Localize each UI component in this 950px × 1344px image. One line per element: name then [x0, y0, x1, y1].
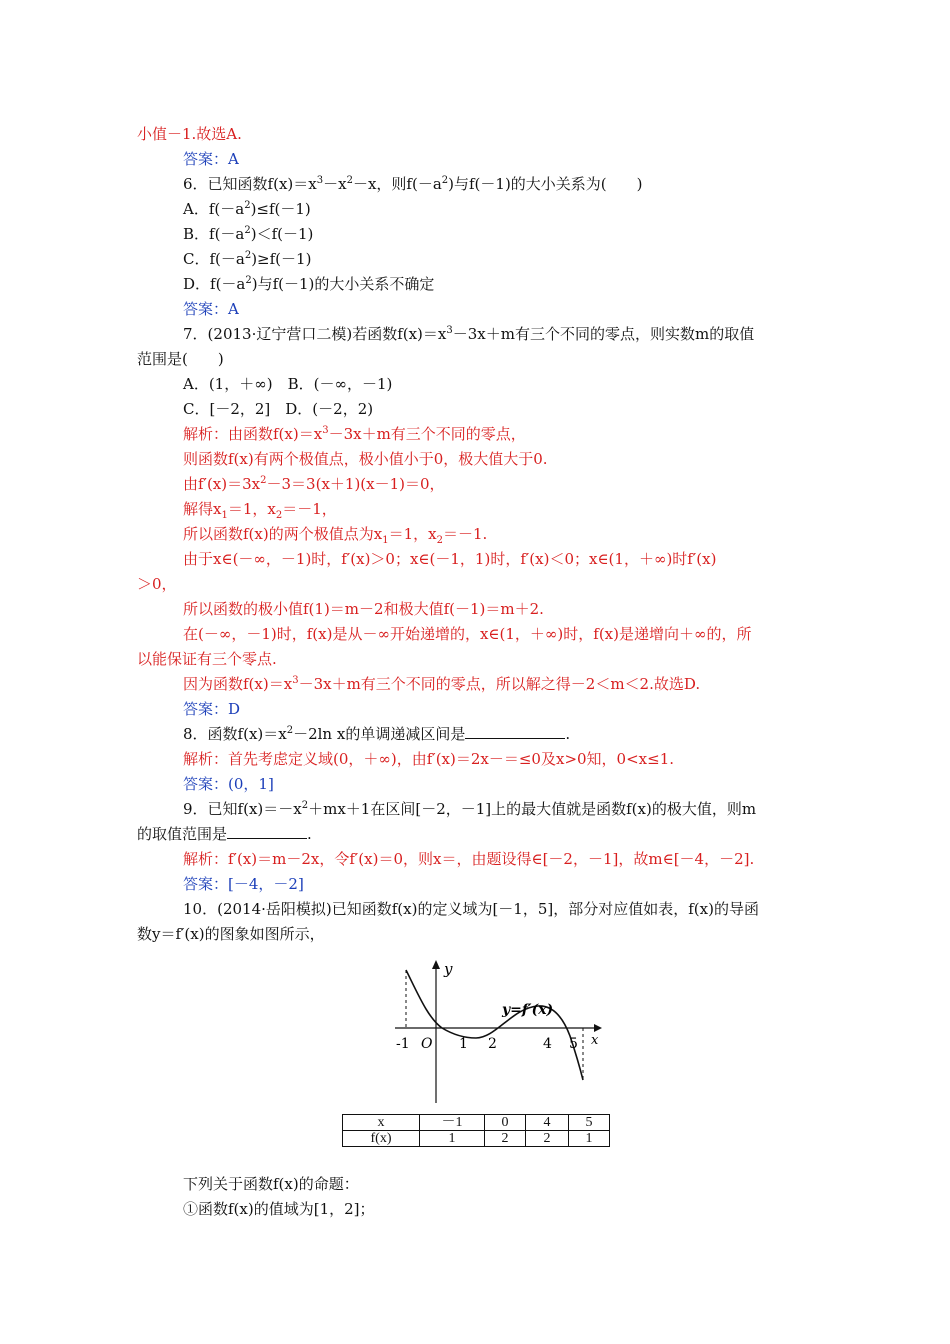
- x-tick-label: 5: [569, 1036, 578, 1052]
- question-10-stem-cont: 数y＝f′(x)的图象如图所示，: [137, 925, 325, 943]
- solution-7-line-8: 在(－∞，－1)时，f(x)是从－∞开始递增的，x∈(1，＋∞)时，f(x)是递增向＋∞的，所: [183, 625, 752, 643]
- table-header-cell: x: [343, 1115, 420, 1131]
- value-table: [342, 1114, 610, 1147]
- x-tick-label: 4: [543, 1036, 552, 1052]
- question-9-stem-cont: 的取值范围是 .: [137, 825, 312, 843]
- x-tick-label: 1: [459, 1036, 468, 1052]
- answer-7: 答案：D: [183, 700, 241, 718]
- question-7-stem: 7．(2013·辽宁营口二模)若函数$f(x)=x^3-3x+m$有三个不同的零点，则实数m的取值: [183, 325, 755, 343]
- solution-9: 解析：f′(x)＝m－2x，令f′(x)＝0，则x＝，由题设得∈[－2，－1]，故m∈[－4，－2].: [183, 850, 755, 868]
- solution-7-line-5: 所以函数f(x)的两个极值点为$x_1=1$，$x_2=-1$.: [183, 525, 488, 546]
- solution-7-line-2: 则函数f(x)有两个极值点，极小值小于0，极大值大于0.: [183, 450, 548, 468]
- question-8-stem: 8．函数$f(x)=x^2-2\ln$ x的单调递减区间是 .: [183, 725, 571, 743]
- solution-7-line-7: 所以函数的极小值f(1)＝m－2和极大值f(－1)＝m＋2.: [183, 600, 544, 618]
- solution-7-line-4: 解得$x_1=1$，$x_2=-1$，: [183, 500, 337, 521]
- x-axis-arrow: [594, 1024, 602, 1032]
- question-10-proposition-1: ①函数f(x)的值域为[1，2]；: [183, 1200, 375, 1218]
- table-cell: 0: [485, 1115, 526, 1131]
- question-6-option-a: A．$f(-a^2)\le f(-1)$: [183, 200, 311, 218]
- solution-7-line-6: 由于x∈(－∞，－1)时，f′(x)＞0；x∈(－1，1)时，f′(x)＜0；x∈(1，＋∞)时f′(x): [183, 550, 717, 568]
- answer-blank: [465, 724, 565, 739]
- table-cell: 1: [569, 1131, 610, 1147]
- x-tick-label: 2: [488, 1036, 497, 1052]
- table-cell: －1: [420, 1115, 485, 1131]
- answer-9: 答案：[－4，－2]: [183, 875, 304, 893]
- derivative-graph: [370, 958, 610, 1108]
- solution-8: 解析：首先考虑定义域(0，＋∞)，由f′(x)＝2x－＝≤0及x>0知，0<x≤1.: [183, 750, 675, 768]
- y-axis-arrow: [432, 960, 440, 969]
- table-cell: 5: [569, 1115, 610, 1131]
- table-cell: 2: [485, 1131, 526, 1147]
- origin-label: O: [421, 1036, 433, 1052]
- table-row: [343, 1131, 610, 1147]
- question-6-option-b: B．$f(-a^2)<f(-1)$: [183, 225, 314, 243]
- table-cell: 2: [526, 1131, 569, 1147]
- y-axis-label: y: [444, 960, 453, 978]
- solution-7-line-1: 解析：由函数$f(x)=x^3-3x+m$有三个不同的零点，: [183, 425, 526, 443]
- answer-8: 答案：(0，1]: [183, 775, 274, 793]
- question-7-stem-cont: 范围是( ): [137, 350, 224, 368]
- question-9-stem: 9．已知$f(x)=-x^2+mx+1$在区间[－2，－1]上的最大值就是函数f(x)的极大值，则m: [183, 800, 757, 818]
- x-axis-label: x: [591, 1033, 599, 1048]
- question-6-option-d: D．$f(-a^2)$与f(－1)的大小关系不确定: [183, 275, 435, 293]
- derivative-curve: [406, 970, 583, 1080]
- x-tick-label: -1: [396, 1036, 410, 1052]
- solution-7-line-6-cont: ＞0，: [137, 575, 177, 593]
- table-cell: 1: [420, 1131, 485, 1147]
- answer-6: 答案：A: [183, 300, 239, 318]
- table-cell: 4: [526, 1115, 569, 1131]
- question-10-stem: 10．(2014·岳阳模拟)已知函数f(x)的定义域为[－1，5]，部分对应值如表，f(x)的导函: [183, 900, 759, 918]
- table-header-cell: f(x): [343, 1131, 420, 1147]
- question-7-options-cd: C．[－2，2] D．(－2，2): [183, 400, 374, 418]
- question-6-option-c: C．$f(-a^2)\ge f(-1)$: [183, 250, 312, 268]
- question-6-stem: 6．已知函数$f(x)=x^3-x^2-x$，则$f(-a^2)$与f(－1)的大小关系为( ): [183, 175, 643, 193]
- table-row: [343, 1115, 610, 1131]
- answer-line-5: 答案：A: [183, 150, 239, 168]
- solution-7-line-3: 由$f'(x)=3x^2-3=3(x+1)(x-1)=0$，: [183, 475, 445, 493]
- question-7-options-ab: A．(1，＋∞) B．(－∞，－1): [183, 375, 393, 393]
- solution-7-line-9: 因为函数$f(x)=x^3-3x+m$有三个不同的零点，所以解之得－2＜m＜2.故选D.: [183, 675, 701, 693]
- question-10-propositions-intro: 下列关于函数f(x)的命题：: [183, 1175, 359, 1193]
- answer-blank: [227, 824, 307, 839]
- text-line-1: 小值－1.故选A.: [137, 125, 242, 143]
- solution-7-line-8-cont: 以能保证有三个零点.: [137, 650, 277, 668]
- curve-label: y=f′(x): [502, 1002, 554, 1018]
